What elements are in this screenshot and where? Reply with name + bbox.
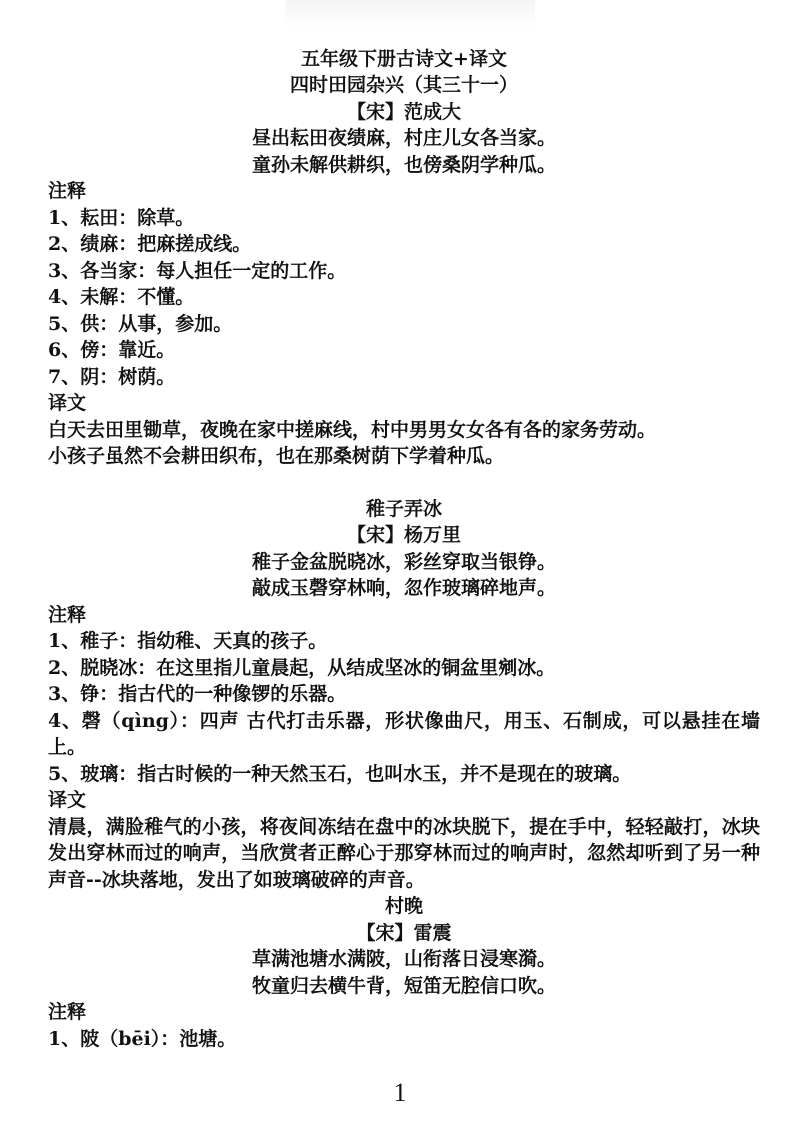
poem-line: 稚子金盆脱晓冰，彩丝穿取当银铮。 (251, 550, 556, 573)
note-item: 5、玻璃：指古时候的一种天然玉石，也叫水玉，并不是现在的玻璃。 (48, 762, 632, 785)
notes-heading: 注释 (48, 603, 87, 626)
poem-line: 牧童归去横牛背，短笛无腔信口吹。 (251, 974, 556, 997)
poem-title: 村晚 (384, 895, 423, 917)
poem-title: 四时田园杂兴（其三十一） (289, 74, 518, 96)
note-item: 6、傍：靠近。 (48, 339, 176, 361)
translation-heading: 译文 (48, 392, 87, 414)
poem-2 (48, 496, 760, 894)
poem-author: 【宋】杨万里 (346, 524, 461, 546)
note-item: 4、未解：不懂。 (48, 286, 195, 308)
poem-1 (48, 72, 760, 470)
note-item: 7、阴：树荫。 (48, 365, 176, 388)
notes-heading: 注释 (48, 1001, 87, 1023)
translation-paragraph: 清晨，满脸稚气的小孩，将夜间冻结在盘中的冰块脱下，提在手中，轻轻敲打，冰块发出穿林而过的响声，当欣赏者正醉心于那穿林而过的响声时，忽然却听到了另一种声音--冰块落地，发出了如玻璃破碎的声音。 (48, 815, 760, 891)
note-item: 3、各当家：每人担任一定的工作。 (48, 259, 347, 282)
document-page (48, 46, 760, 1052)
poem-line: 童孙未解供耕织，也傍桑阴学种瓜。 (251, 153, 556, 176)
scan-smudge (285, 0, 535, 28)
note-item: 4、磬（qìng）：四声 古代打击乐器，形状像曲尺，用玉、石制成，可以悬挂在墙上。 (48, 709, 760, 758)
note-item: 2、脱晓冰：在这里指儿童晨起，从结成坚冰的铜盆里剜冰。 (48, 656, 556, 679)
translation-heading: 译文 (48, 789, 87, 811)
note-item: 3、铮：指古代的一种像锣的乐器。 (48, 683, 347, 705)
note-item: 1、耘田：除草。 (48, 206, 195, 229)
note-item: 1、稚子：指幼稚、天真的孩子。 (48, 630, 328, 652)
note-item: 2、绩麻：把麻搓成线。 (48, 233, 252, 255)
poem-line: 敲成玉磬穿林响，忽作玻璃碎地声。 (251, 577, 556, 599)
note-item: 5、供：从事，参加。 (48, 312, 233, 335)
note-item: 1、陂（bēi）：池塘。 (48, 1027, 237, 1050)
poem-line: 昼出耘田夜绩麻，村庄儿女各当家。 (251, 127, 556, 149)
page-number: 1 (393, 1078, 407, 1107)
poem-author: 【宋】范成大 (346, 100, 461, 123)
section-gap (48, 470, 760, 496)
poem-author: 【宋】雷震 (356, 921, 452, 944)
doc-title: 五年级下册古诗文+译文 (301, 48, 507, 70)
poem-title: 稚子弄冰 (365, 497, 442, 520)
poem-3 (48, 893, 760, 1052)
translation-paragraph: 白天去田里锄草，夜晚在家中搓麻线，村中男男女女各有各的家务劳动。 (48, 418, 657, 441)
translation-paragraph: 小孩子虽然不会耕田织布，也在那桑树荫下学着种瓜。 (48, 445, 505, 467)
notes-heading: 注释 (48, 180, 87, 202)
poem-line: 草满池塘水满陂，山衔落日浸寒漪。 (251, 948, 556, 970)
